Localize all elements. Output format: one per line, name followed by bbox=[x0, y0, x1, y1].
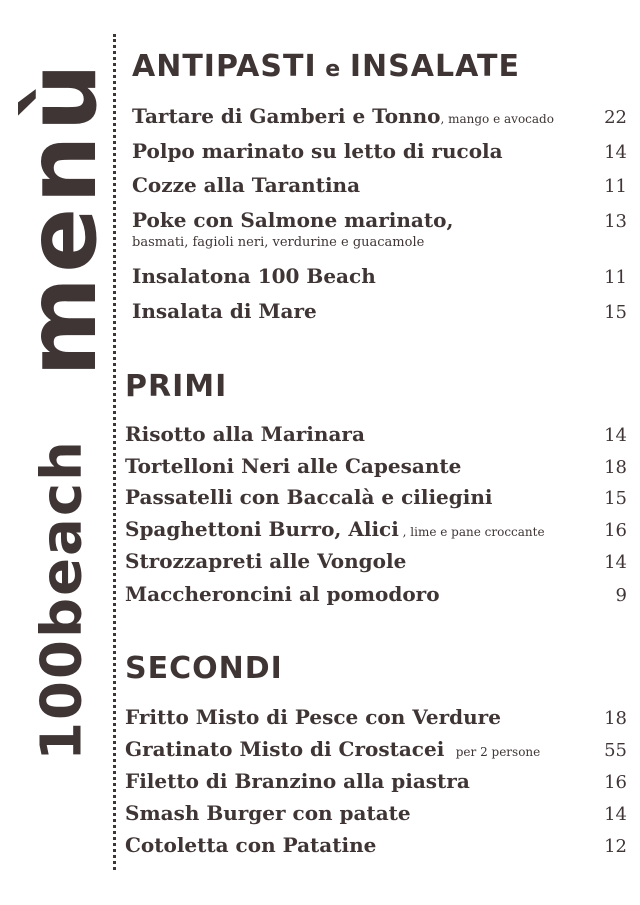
item-note: , lime e pane croccante bbox=[398, 525, 545, 539]
item-name: Insalatona 100 Beach bbox=[132, 264, 376, 288]
item-price: 14 bbox=[604, 804, 627, 825]
item-name: Insalata di Mare bbox=[132, 299, 317, 323]
menu-item bbox=[125, 549, 627, 573]
item-name: Strozzapreti alle Vongole bbox=[125, 549, 407, 573]
item-price: 13 bbox=[604, 211, 627, 232]
item-name: Tortelloni Neri alle Capesante bbox=[125, 454, 462, 478]
menu-item bbox=[132, 139, 627, 163]
item-price: 14 bbox=[604, 425, 627, 446]
item-note: , mango e avocado bbox=[440, 112, 554, 126]
section-title-conjunction: e bbox=[316, 57, 350, 82]
menu-item bbox=[132, 173, 627, 197]
menu-item bbox=[125, 769, 627, 793]
item-name: Cozze alla Tarantina bbox=[132, 173, 361, 197]
item-name: Smash Burger con patate bbox=[125, 801, 411, 825]
item-price: 14 bbox=[604, 552, 627, 573]
menu-item bbox=[125, 485, 627, 509]
menu-item bbox=[132, 104, 627, 128]
item-name: Gratinato Misto di Crostacei bbox=[125, 737, 445, 761]
menu-item bbox=[125, 737, 627, 761]
item-price: 11 bbox=[604, 176, 627, 197]
item-name: Maccheroncini al pomodoro bbox=[125, 582, 440, 606]
menu-item bbox=[125, 833, 627, 857]
section-title-secondi bbox=[125, 652, 283, 686]
item-description: basmati, fagioli neri, verdurine e guacamole bbox=[132, 235, 425, 250]
item-price: 15 bbox=[604, 488, 627, 509]
menu-item bbox=[125, 422, 627, 446]
section-title-antipasti bbox=[132, 50, 520, 87]
item-note: per 2 persone bbox=[444, 745, 541, 759]
item-price: 9 bbox=[615, 585, 627, 606]
menu-item bbox=[125, 517, 627, 541]
item-price: 14 bbox=[604, 142, 627, 163]
item-price: 16 bbox=[604, 520, 627, 541]
section-title-primi bbox=[125, 370, 227, 404]
menu-item bbox=[125, 705, 627, 729]
item-name: Spaghettoni Burro, Alici bbox=[125, 517, 399, 541]
brand-vertical-name: 100beach bbox=[29, 439, 95, 761]
menu-item bbox=[125, 454, 627, 478]
item-name: Polpo marinato su letto di rucola bbox=[132, 139, 503, 163]
menu-item bbox=[132, 264, 627, 288]
dotted-divider bbox=[113, 34, 116, 870]
item-name: Cotoletta con Patatine bbox=[125, 833, 377, 857]
item-name: Passatelli con Baccalà e ciliegini bbox=[125, 485, 493, 509]
menu-vertical-title: menù bbox=[6, 59, 118, 377]
section-title-main: SECONDI bbox=[125, 651, 283, 686]
item-name: Tartare di Gamberi e Tonno bbox=[132, 104, 441, 128]
item-price: 12 bbox=[604, 836, 627, 857]
menu-item bbox=[125, 582, 627, 606]
item-name: Filetto di Branzino alla piastra bbox=[125, 769, 470, 793]
item-price: 55 bbox=[604, 740, 627, 761]
item-name: Fritto Misto di Pesce con Verdure bbox=[125, 705, 501, 729]
item-name: Poke con Salmone marinato, bbox=[132, 208, 454, 232]
menu-item bbox=[125, 801, 627, 825]
section-title-main: ANTIPASTI bbox=[132, 49, 317, 84]
section-title-rest: INSALATE bbox=[349, 49, 520, 84]
section-title-main: PRIMI bbox=[125, 369, 228, 404]
item-price: 15 bbox=[604, 302, 627, 323]
item-price: 11 bbox=[604, 267, 627, 288]
item-name: Risotto alla Marinara bbox=[125, 422, 365, 446]
item-price: 18 bbox=[604, 457, 627, 478]
menu-item bbox=[132, 299, 627, 323]
item-price: 16 bbox=[604, 772, 627, 793]
menu-item bbox=[132, 208, 627, 250]
item-price: 18 bbox=[604, 708, 627, 729]
item-price: 22 bbox=[604, 107, 627, 128]
